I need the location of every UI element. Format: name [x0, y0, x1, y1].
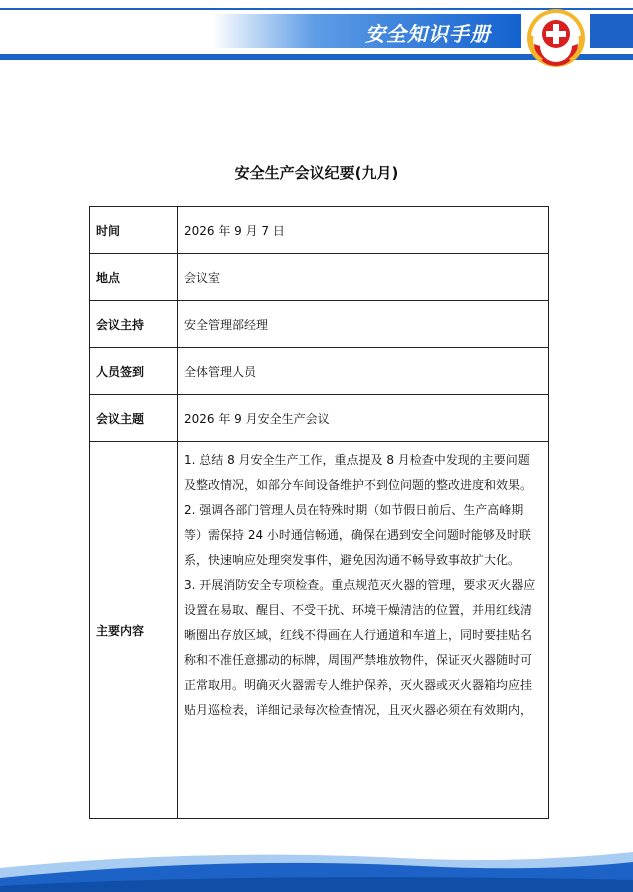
- content-row: [90, 442, 549, 819]
- row-value: 2026 年 9 月 7 日: [178, 207, 549, 254]
- table-row: [90, 395, 549, 442]
- content-body: [178, 442, 549, 819]
- content-label: 主要内容: [90, 442, 178, 819]
- safety-cross-emblem-icon: [524, 6, 588, 70]
- row-value: 安全管理部经理: [178, 301, 549, 348]
- row-label: 时间: [90, 207, 178, 254]
- meeting-minutes-table: [89, 206, 549, 819]
- row-label: 地点: [90, 254, 178, 301]
- table-row: [90, 254, 549, 301]
- row-label: 会议主题: [90, 395, 178, 442]
- header-title: 安全知识手册: [365, 22, 491, 46]
- document-title: 安全生产会议纪要(九月): [234, 164, 399, 182]
- table-row: [90, 348, 549, 395]
- row-value: 会议室: [178, 254, 549, 301]
- row-value: 全体管理人员: [178, 348, 549, 395]
- row-value: 2026 年 9 月安全生产会议: [178, 395, 549, 442]
- header-right-block: [590, 14, 633, 48]
- header-band: [6, 14, 521, 48]
- content-item: 1. 总结 8 月安全生产工作，重点提及 8 月检查中发现的主要问题及整改情况，如部分车间设备维护不到位问题的整改进度和效果。: [184, 453, 533, 492]
- row-label: 会议主持: [90, 301, 178, 348]
- table-row: [90, 301, 549, 348]
- row-label: 人员签到: [90, 348, 178, 395]
- footer-wave: [0, 838, 633, 892]
- content-item: 3. 开展消防安全专项检查。重点规范灭火器的管理，要求灭火器应设置在易取、醒目、不受干扰、环境干燥清洁的位置，并用红线清晰圈出存放区域，红线不得画在人行通道和车道上，同时要挂贴名称和不准任意挪动的标牌，周围严禁堆放物件，保证灭火器随时可正常取用。明确灭火器需专人维护保养，灭火器或灭火器箱均应挂贴月巡检表，详细记录每次检查情况，且灭火器必须在有效期内，: [184, 578, 536, 717]
- content-item: 2. 强调各部门管理人员在特殊时期（如节假日前后、生产高峰期等）需保持 24 小时通信畅通，确保在遇到安全问题时能够及时联系，快速响应处理突发事件，避免因沟通不畅导致事故扩大化。: [184, 503, 531, 567]
- table-row: [90, 207, 549, 254]
